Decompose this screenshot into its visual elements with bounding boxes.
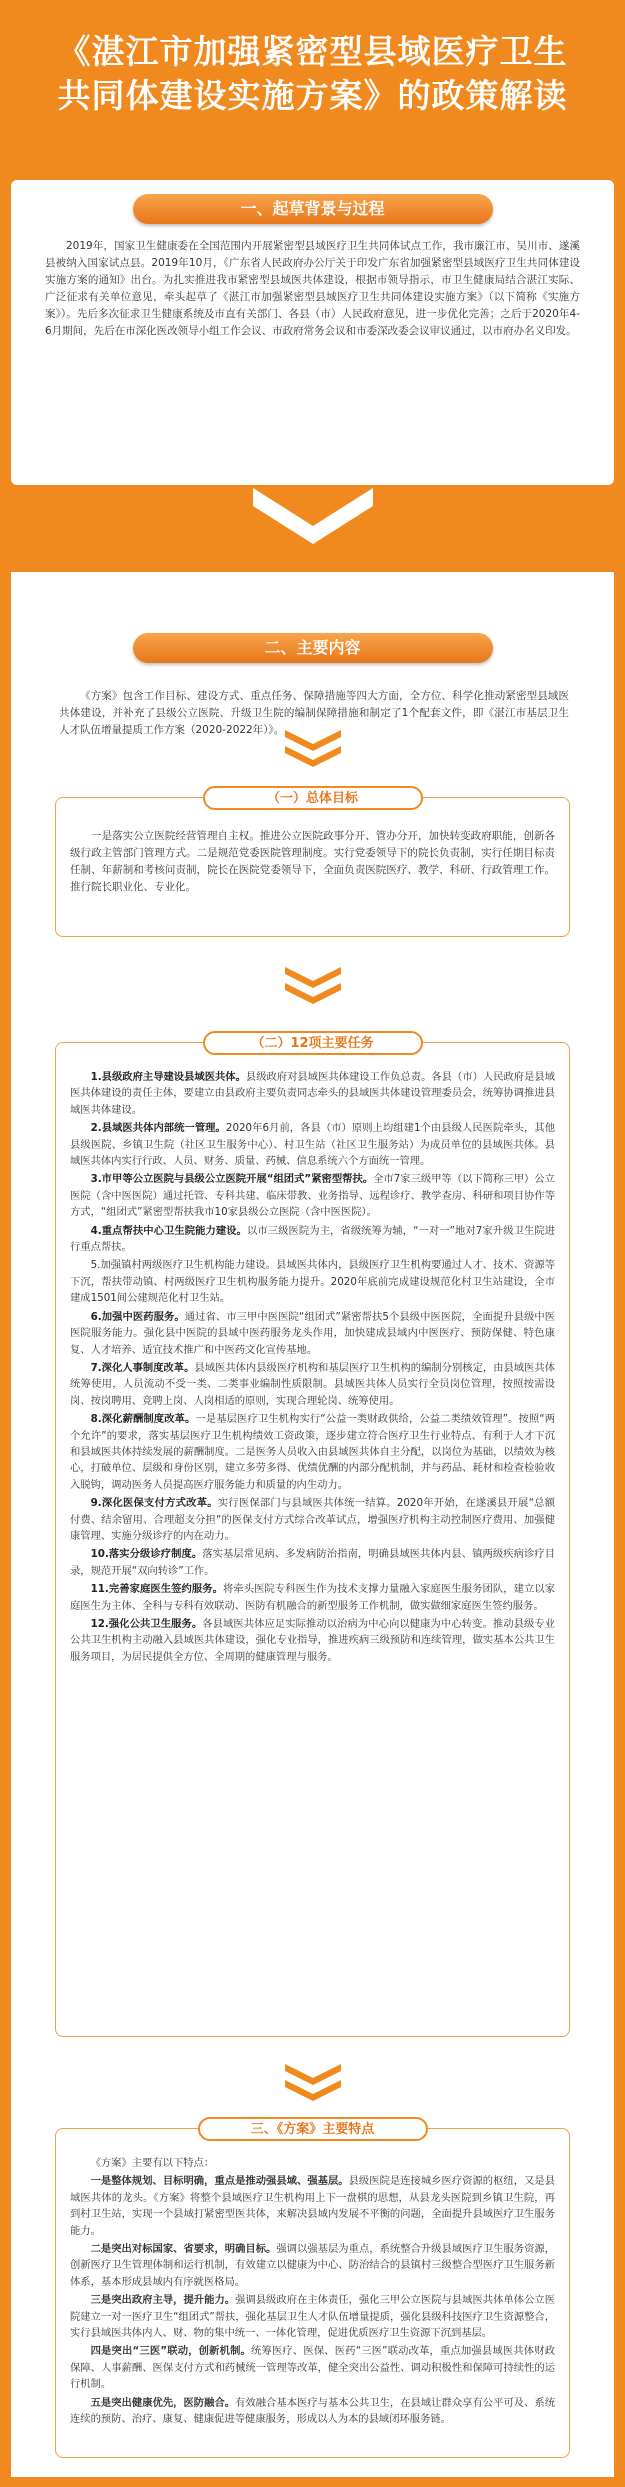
task-text: 全市7家三级甲等（以下简称三甲）公立医院（含中医医院）通过托管、专科共建、临床带教、业务指导、远程诊疗、教学查房、科研和项目协作等方式，“组团式”紧密型帮扶我市10家县级公立医院（含中医医院）。 [70,1173,555,1219]
task-title: 1.县级政府主导建设县域医共体。 [90,1071,246,1083]
chevron-down-icon [285,730,341,770]
task-list [70,1069,555,1667]
task-item [70,1171,555,1220]
task-title: 4.重点帮扶中心卫生院能力建设。 [90,1224,248,1237]
task-text: 2020年6月前，各县（市）原则上均组建1个由县级人民医院牵头，其他县级医院、乡镇卫生院（社区卫生服务中心）、村卫生站（社区卫生服务站）为成员单位的县域医共体。县域医共体内实行行政、人员、财务、质量、药械、信息系统六个方面统一管理。 [70,1122,556,1168]
task-text: 一是基层医疗卫生机构实行“公益一类财政供给，公益二类绩效管理”。按照“两个允许”的要求，落实基层医疗卫生机构绩效工资政策，逐步建立符合医疗卫生行业特点、有利于人才下沉和县域医共体持续发展的薪酬制度。二是医务人员收入由县域医共体自主分配，以岗位为基础，以绩效为核心，打破单位、层级和身份区别，建立多劳多得、优绩优酬的内部分配机制，并与药品、耗材和检查检验收入脱钩，调动医务人员提高医疗服务能力和质量的内生动力。 [70,1413,555,1491]
task-item [70,1546,555,1579]
background-card [11,180,614,485]
task-title: 11.完善家庭医生签约服务。 [90,1583,224,1596]
feature-item [70,2292,555,2341]
subsection-heading-tasks: （二）12项主要任务 [203,1031,423,1055]
feature-item [70,2343,555,2392]
chevron-down-icon [253,488,373,548]
feature-title: 五是突出健康优先，医防融合。 [90,2396,236,2409]
chevron-down-icon [285,2064,341,2104]
title-line-1: 《湛江市加强紧密型县域医疗卫生 [57,32,568,71]
task-item [70,1309,555,1358]
task-item [70,1223,555,1256]
task-item [70,1581,555,1614]
task-item [70,1360,555,1409]
task-text: 落实基层常见病、多发病防治指南，明确县域医共体内县、镇两级疾病诊疗目录，规范开展“双向转诊”工作。 [70,1548,555,1577]
task-title: 7.深化人事制度改革。 [90,1361,195,1374]
task-text: 5.加强镇村两级医疗卫生机构能力建设。县域医共体内，县级医疗卫生机构要通过人才、技术、资源等下沉，帮扶带动镇、村两级医疗卫生机构服务能力提升。2020年底前完成建设规范化村卫生站建设，全市建成1501间公建规范化村卫生站。 [70,1259,555,1305]
feature-title: 三是突出政府主导，提升能力。 [90,2294,236,2307]
task-item [70,1495,555,1544]
title-line-2: 共同体建设实施方案》的政策解读 [57,76,568,115]
task-item [70,1411,555,1493]
main-content-intro: 《方案》包含工作目标、建设方式、重点任务、保障措施等四大方面，全方位、科学化推动紧密型县域医共体建设，并补充了县级公立医院、升级卫生院的编制保障措施和制定了1个配套文件，即《湛江市基层卫生人才队伍增量提质工作方案（2020-2022年）》。 [59,690,569,736]
task-text: 将牵头医院专科医生作为技术支撑力量融入家庭医生服务团队，建立以家庭医生为主体、全科与专科有效联动、医防有机融合的新型服务工作机制，做实做细家庭医生签约服务。 [70,1583,555,1612]
section-heading-main-content: 二、主要内容 [133,633,493,663]
task-title: 9.深化医保支付方式改革。 [90,1497,218,1510]
overall-goals-box [55,791,570,937]
feature-text: 强调以强基层为重点，系统整合升级县域医疗卫生服务资源，创新医疗卫生管理体制和运行机制，有效建立以健康为中心、防治结合的县镇村三级整合型医疗卫生服务新体系，基本形成县域内有序就医格局。 [70,2243,556,2288]
main-content-card [11,572,614,2477]
task-title: 12.强化公共卫生服务。 [90,1618,203,1630]
task-title: 8.深化薪酬制度改革。 [90,1413,196,1426]
page-title [0,30,625,118]
feature-item [70,2395,555,2428]
task-title: 3.市甲等公立医院与县级公立医院开展“组团式”紧密型帮扶。 [90,1173,374,1186]
task-item [70,1616,555,1665]
feature-text: 有效融合基本医疗与基本公共卫生，在县域让群众享有公平可及、系统连续的预防、治疗、康复、健康促进等健康服务，形成以人为本的县域闭环服务链。 [70,2396,556,2426]
feature-text: 强调县级政府在主体责任，强化三甲公立医院与县域医共体单体公立医院建立一对一医疗卫生“组团式”帮扶，强化基层卫生人才队伍增量提质，强化县级科技医疗卫生资源整合，实行县域医共体内人、财、物的集中统一、一体化管理，促进优质医疗卫生资源下沉到基层。 [70,2294,556,2340]
task-title: 6.加强中医药服务。 [90,1310,185,1323]
task-item [70,1069,555,1118]
task-text: 通过省、市三甲中医医院“组团式”紧密帮扶5个县级中医医院，全面提升县级中医医院服务能力。强化县中医院的县域中医药服务龙头作用，加快建成县域内中医医疗、预防保健、特色康复、人才培养、适宜技术推广和中医药文化宣传基地。 [70,1310,556,1356]
features-list [70,2155,555,2430]
task-title: 10.落实分级诊疗制度。 [90,1548,203,1561]
task-text: 实行医保部门与县域医共体统一结算。2020年开始，在遂溪县开展“总额付费、结余留用、合理超支分担”的医保支付方式综合改革试点，增强医疗机构主动控制医疗费用、加强健康管理、实施分级诊疗的内在动力。 [70,1497,555,1542]
subsection-heading-goals: （一）总体目标 [203,786,423,810]
task-item [70,1257,555,1306]
task-text: 县级政府对县域医共体建设工作负总责。各县（市）人民政府是县域医共体建设的责任主体，要建立由县政府主要负责同志牵头的县域医共体建设管理委员会，统筹协调推进县域医共体建设。 [70,1071,556,1116]
feature-title: 四是突出“三医”联动，创新机制。 [90,2345,252,2358]
task-title: 2.县域医共体内部统一管理。 [90,1122,226,1135]
task-text: 以市三级医院为主，省级统筹为辅，“一对一”地对7家升级卫生院进行重点帮扶。 [70,1224,555,1254]
feature-item [70,2173,555,2239]
task-item [70,1120,555,1169]
subsection-heading-features: 三、《方案》主要特点 [198,2117,428,2141]
feature-title: 二是突出对标国家、省要求，明确目标。 [90,2243,277,2256]
task-text: 县域医共体内县级医疗机构和基层医疗卫生机构的编制分别核定，由县域医共体统筹使用，人员流动不受一类、二类事业编制性质限制。县域医共体人员实行全员岗位管理，按照按需设岗、按岗聘用、竞聘上岗、人岗相适的原则，实现合理轮岗、统筹使用。 [70,1361,556,1407]
features-box [55,2122,570,2458]
feature-text: 统筹医疗、医保、医药“三医”联动改革，重点加强县域医共体财政保障、人事薪酬、医保支付方式和药械统一管理等改革，健全突出公益性、调动积极性和保障可持续性的运行机制。 [70,2345,555,2391]
features-intro: 《方案》主要有以下特点： [90,2157,215,2169]
background-text: 2019年，国家卫生健康委在全国范围内开展紧密型县域医疗卫生共同体试点工作，我市廉江市、吴川市、遂溪县被纳入国家试点县。2019年10月，《广东省人民政府办公厅关于印发广东省加强紧密型县域医疗卫生共同体建设实施方案的通知》出台。为扎实推进我市紧密型县域医共体建设，根据市领导指示，市卫生健康局结合湛江实际、广泛征求有关单位意见，牵头起草了《湛江市加强紧密型县域医疗卫生共同体建设实施方案》（以下简称《实施方案》）。先后多次征求卫生健康系统及市直有关部门、各县（市）人民政府意见，进一步优化完善；之后于2020年4-6月期间，先后在市深化医改领导小组工作会议、市政府常务会议和市委深改委会议审议通过，以市府办名义印发。 [45,240,580,337]
main-tasks-box [55,1036,570,2037]
chevron-down-icon [285,967,341,1007]
task-text: 各县域医共体应足实际推动以治病为中心向以健康为中心转变。推动县级专业公共卫生机构主动融入县域医共体建设，强化专业指导，推进疾病三级预防和连续管理，做实基本公共卫生服务项目，为居民提供全方位、全周期的健康管理与服务。 [70,1618,555,1663]
section-heading-background: 一、起草背景与过程 [133,194,493,224]
feature-text: 县级医院是连接城乡医疗资源的枢纽，又是县域医共体的龙头。《方案》将整个县域医疗卫生机构用上下一盘棋的思想，从县龙头医院到乡镇卫生院，再到村卫生站，实现一个县域打紧密型医共体，来解决县域内发展不平衡的问题，全面提升县域医疗卫生服务能力。 [70,2175,555,2237]
feature-title: 一是整体规划、目标明确，重点是推动强县域、强基层。 [90,2175,349,2188]
overall-goals-text: 一是落实公立医院经营管理自主权。推进公立医院政事分开、管办分开，加快转变政府职能，创新各级行政主管部门管理方式。二是规范党委医院管理制度。实行党委领导下的院长负责制，实行任期目标责任制、年薪制和考核问责制，院长在医院党委领导下，全面负责医院医疗、教学、科研、行政管理工作。推行院长职业化、专业化。 [70,830,555,893]
feature-item [70,2241,555,2290]
